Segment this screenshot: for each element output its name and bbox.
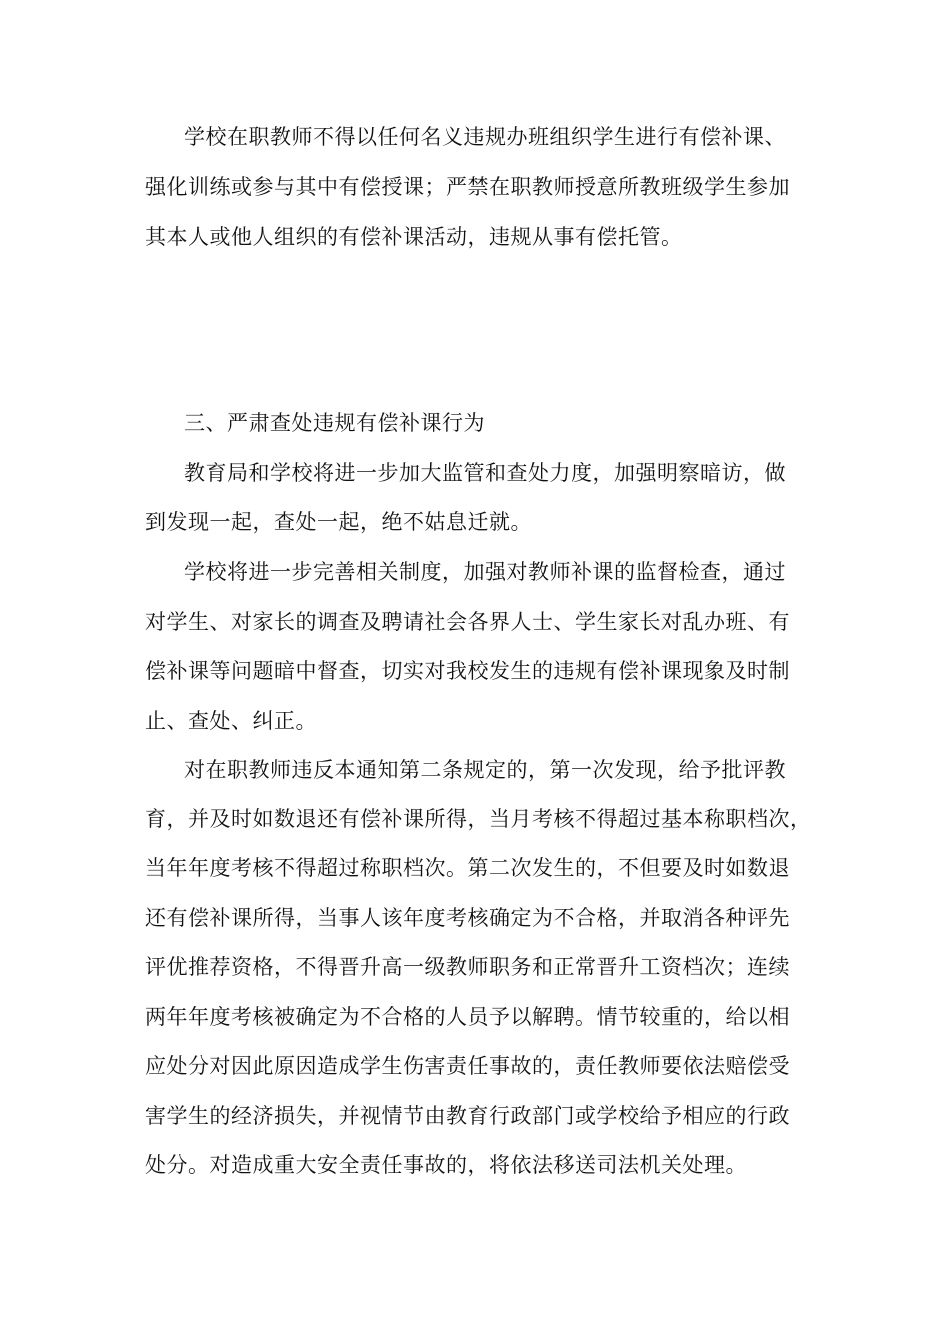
paragraph-line: 当年年度考核不得超过称职档次。第二次发生的，不但要及时如数退 [145, 856, 790, 880]
paragraph-line: 教育局和学校将进一步加大监管和查处力度，加强明察暗访，做 [184, 461, 786, 485]
paragraph-line: 到发现一起，查处一起，绝不姑息迁就。 [145, 510, 532, 534]
paragraph-line: 止、查处、纠正。 [145, 709, 317, 733]
section-heading: 三、严肃查处违规有偿补课行为 [184, 411, 485, 435]
paragraph-line: 对学生、对家长的调查及聘请社会各界人士、学生家长对乱办班、有 [145, 610, 790, 634]
paragraph-line: 偿补课等问题暗中督查，切实对我校发生的违规有偿补课现象及时制 [145, 659, 790, 683]
paragraph-line: 对在职教师违反本通知第二条规定的，第一次发现，给予批评教 [184, 758, 786, 782]
paragraph-line: 学校将进一步完善相关制度，加强对教师补课的监督检查，通过 [184, 560, 786, 584]
paragraph-line: 其本人或他人组织的有偿补课活动，违规从事有偿托管。 [145, 225, 683, 249]
paragraph-line: 处分。对造成重大安全责任事故的，将依法移送司法机关处理。 [145, 1153, 747, 1177]
paragraph-line: 还有偿补课所得，当事人该年度考核确定为不合格，并取消各种评先 [145, 906, 790, 930]
paragraph-line: 应处分对因此原因造成学生伤害责任事故的，责任教师要依法赔偿受 [145, 1054, 790, 1078]
paragraph-line: 两年年度考核被确定为不合格的人员予以解聘。情节较重的，给以相 [145, 1005, 790, 1029]
paragraph-line: 强化训练或参与其中有偿授课；严禁在职教师授意所教班级学生参加 [145, 175, 790, 199]
paragraph-line: 评优推荐资格，不得晋升高一级教师职务和正常晋升工资档次；连续 [145, 955, 790, 979]
paragraph-line: 育，并及时如数退还有偿补课所得，当月考核不得超过基本称职档次， [145, 807, 812, 831]
paragraph-line: 害学生的经济损失，并视情节由教育行政部门或学校给予相应的行政 [145, 1104, 790, 1128]
paragraph-line: 学校在职教师不得以任何名义违规办班组织学生进行有偿补课、 [184, 125, 786, 149]
